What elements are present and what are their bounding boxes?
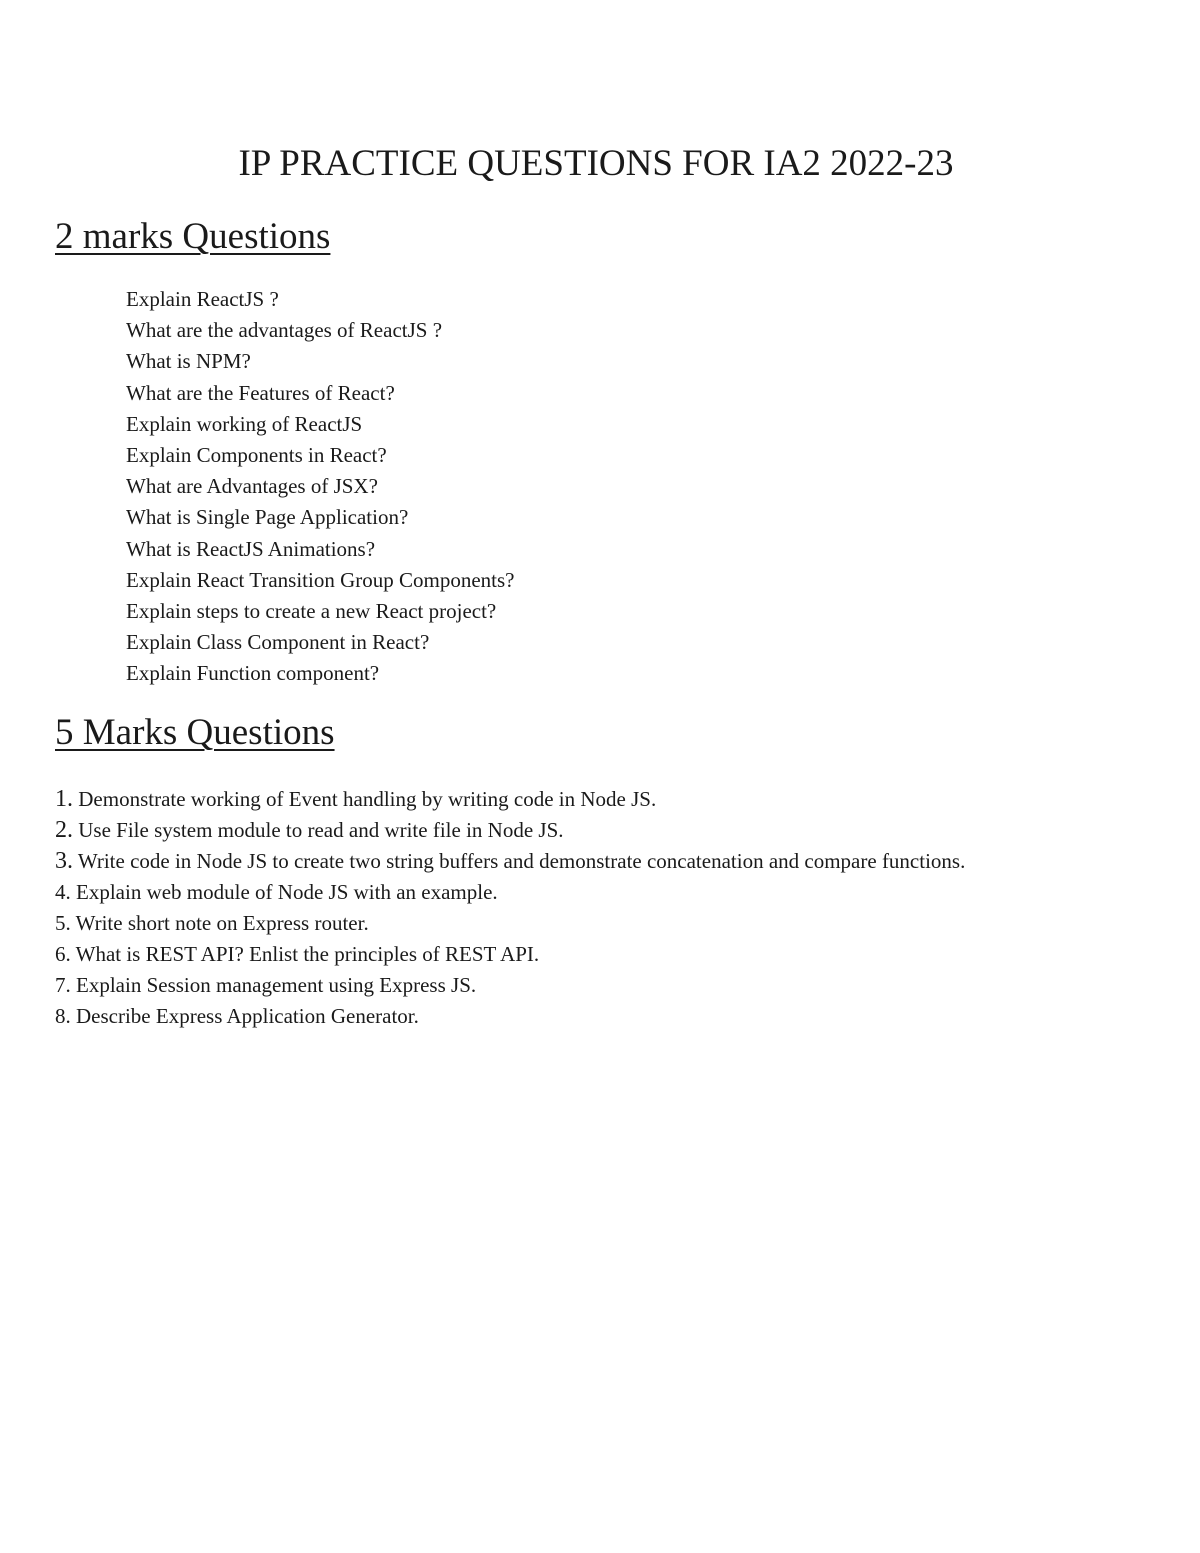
question-text: Write short note on Express router. bbox=[70, 911, 369, 935]
section-heading-2-marks: 2 marks Questions bbox=[55, 216, 331, 257]
list-item bbox=[55, 908, 1155, 939]
document-title: IP PRACTICE QUESTIONS FOR IA2 2022-23 bbox=[238, 143, 954, 184]
question-text: Explain Session management using Express JS. bbox=[70, 973, 477, 997]
question-text: What is Single Page Application? bbox=[126, 505, 409, 530]
question-text: What are Advantages of JSX? bbox=[126, 474, 378, 499]
question-text: Explain Class Component in React? bbox=[126, 630, 430, 655]
question-number: 6. bbox=[55, 942, 71, 966]
question-text: Explain web module of Node JS with an example. bbox=[70, 880, 498, 904]
question-text: Use File system module to read and write file in Node JS. bbox=[73, 818, 564, 842]
list-item bbox=[55, 877, 1155, 908]
list-item bbox=[55, 846, 1155, 877]
question-text: Explain React Transition Group Components? bbox=[126, 567, 515, 592]
section-heading-5-marks: 5 Marks Questions bbox=[55, 712, 335, 753]
question-number: 5. bbox=[55, 911, 71, 935]
question-text: What is NPM? bbox=[126, 349, 251, 374]
question-number: 8. bbox=[55, 1004, 71, 1028]
question-number: 1. bbox=[55, 786, 73, 812]
question-list-5-marks bbox=[55, 784, 1155, 1032]
question-text: Explain Function component? bbox=[126, 661, 380, 686]
question-text: What is REST API? Enlist the principles of REST API. bbox=[70, 942, 540, 966]
question-text: What are the advantages of ReactJS ? bbox=[126, 318, 443, 343]
list-item bbox=[55, 784, 1155, 815]
question-text: What is ReactJS Animations? bbox=[126, 536, 376, 561]
list-item bbox=[55, 815, 1155, 846]
question-number: 7. bbox=[55, 973, 71, 997]
question-number: 4. bbox=[55, 880, 71, 904]
question-text: Explain ReactJS ? bbox=[126, 287, 279, 311]
question-text: Explain steps to create a new React project? bbox=[126, 598, 497, 623]
question-text: Explain Components in React? bbox=[126, 442, 387, 467]
question-number: 3. bbox=[55, 848, 73, 874]
list-item bbox=[55, 1001, 1155, 1032]
question-number: 2. bbox=[55, 817, 73, 843]
question-text: What are the Features of React? bbox=[126, 380, 395, 405]
question-text: Explain working of ReactJS bbox=[126, 411, 363, 436]
list-item bbox=[55, 970, 1155, 1001]
list-item bbox=[55, 939, 1155, 970]
question-text: Describe Express Application Generator. bbox=[70, 1004, 419, 1028]
question-text: Demonstrate working of Event handling by writing code in Node JS. bbox=[73, 787, 657, 811]
question-text: Write code in Node JS to create two string buffers and demonstrate concatenation and compare functions. bbox=[73, 849, 966, 873]
